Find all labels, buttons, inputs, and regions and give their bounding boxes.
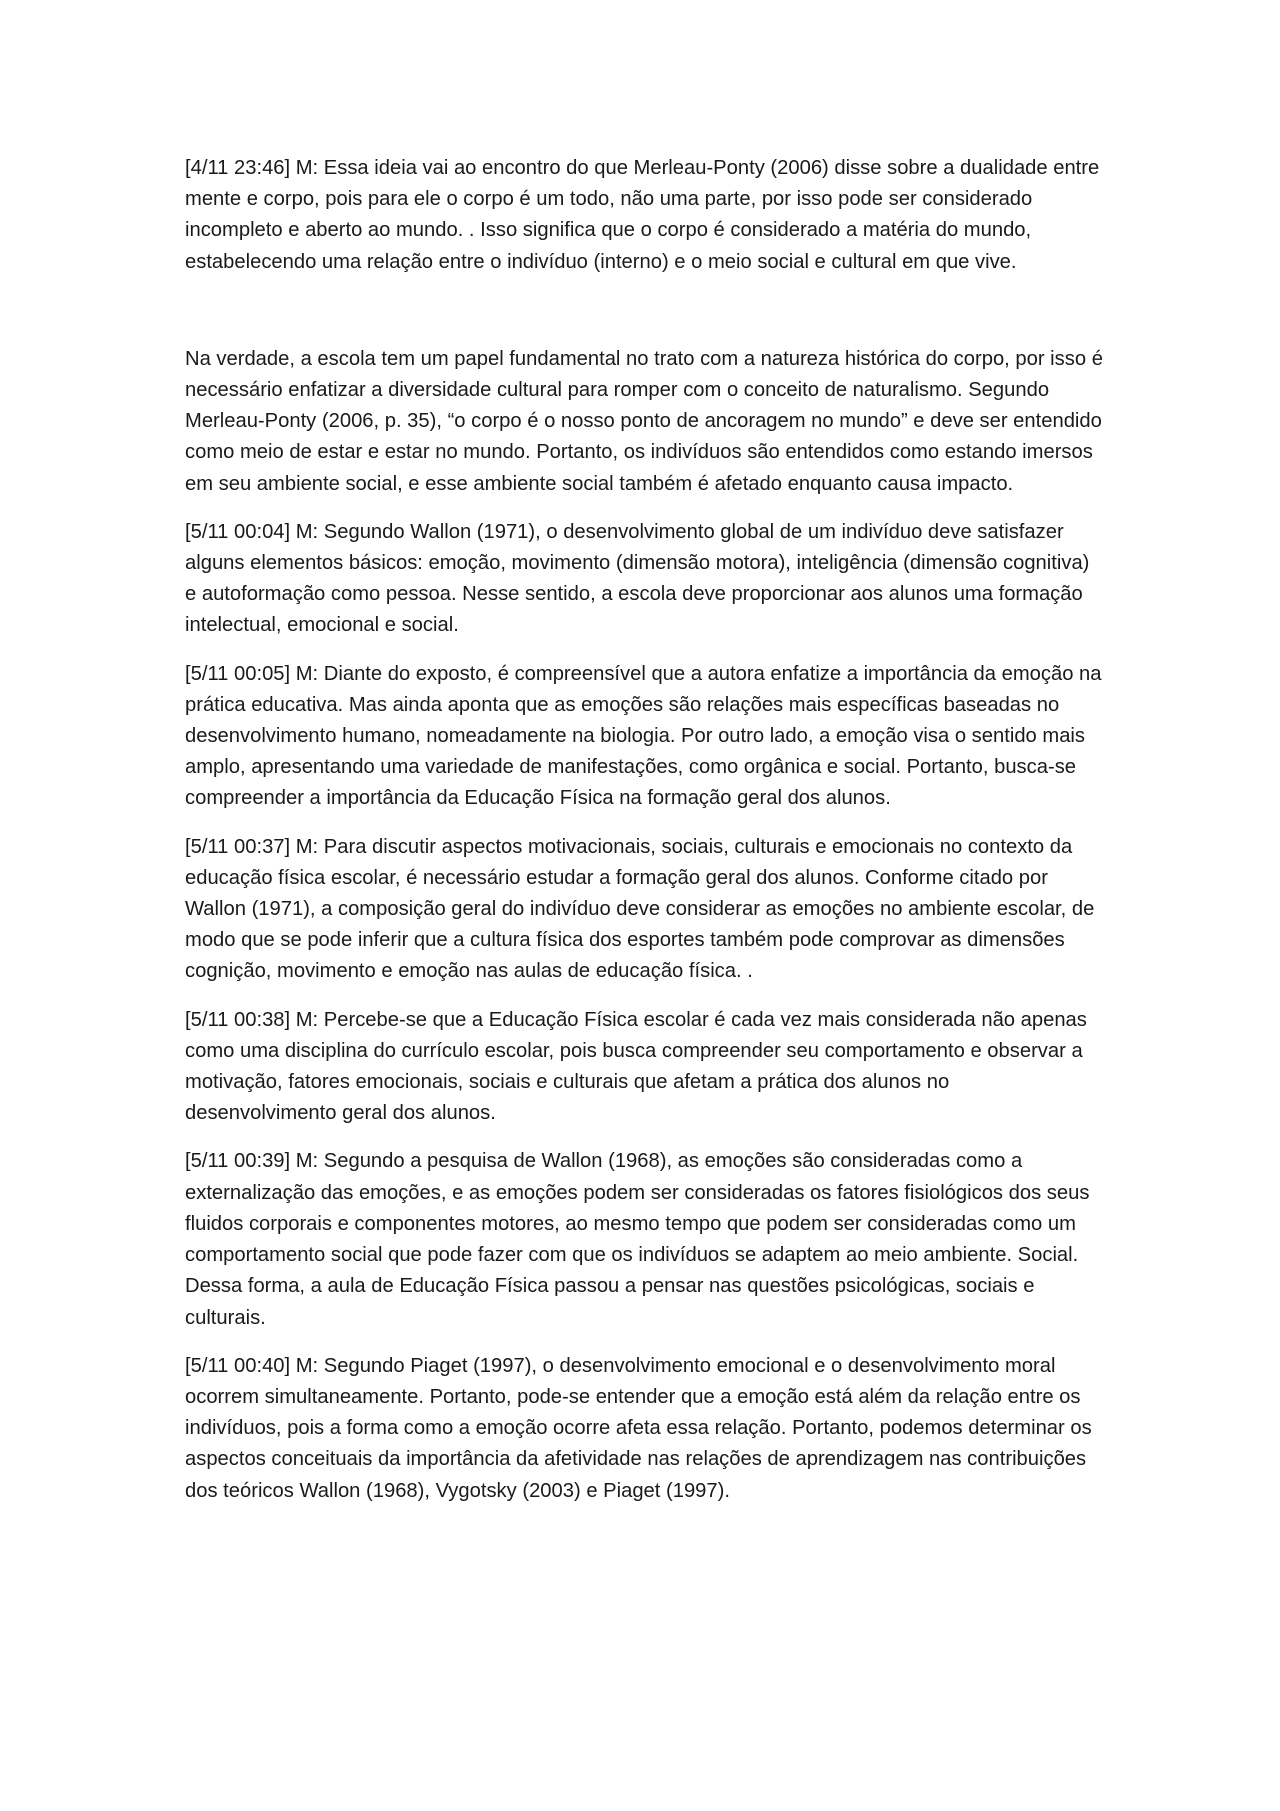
document-body — [185, 153, 1105, 1524]
paragraph-7: [5/11 00:39] M: Segundo a pesquisa de Wallon (1968), as emoções são consideradas como a externalização das emoções, e as emoções podem ser consideradas os fatores fisiológicos dos seus fluidos corporais e componentes motores, ao mesmo tempo que podem ser consideradas como um comportamento social que pode fazer com que os indivíduos se adaptem ao meio ambiente. Social. Dessa forma, a aula de Educação Física passou a pensar nas questões psicológicas, sociais e culturais. — [185, 1150, 1090, 1329]
paragraph-2: Na verdade, a escola tem um papel fundamental no trato com a natureza histórica do corpo, por isso é necessário enfatizar a diversidade cultural para romper com o conceito de naturalismo. Segundo Merleau-Ponty (2006, p. 35), “o corpo é o nosso ponto de ancoragem no mundo” e deve ser entendido como meio de estar e estar no mundo. Portanto, os indivíduos são entendidos como estando imersos em seu ambiente social, e esse ambiente social também é afetado enquanto causa impacto. — [185, 347, 1103, 495]
paragraph-6: [5/11 00:38] M: Percebe-se que a Educação Física escolar é cada vez mais considerada não apenas como uma disciplina do currículo escolar, pois busca compreender seu comportamento e observar a motivação, fatores emocionais, sociais e culturais que afetam a prática dos alunos no desenvolvimento geral dos alunos. — [185, 1008, 1087, 1125]
paragraph-5: [5/11 00:37] M: Para discutir aspectos motivacionais, sociais, culturais e emocionais no contexto da educação física escolar, é necessário estudar a formação geral dos alunos. Conforme citado por Wallon (1971), a composição geral do indivíduo deve considerar as emoções no ambiente escolar, de modo que se pode inferir que a cultura física dos esportes também pode comprovar as dimensões cognição, movimento e emoção nas aulas de educação física. . — [185, 835, 1095, 983]
paragraph-4: [5/11 00:05] M: Diante do exposto, é compreensível que a autora enfatize a importância da emoção na prática educativa. Mas ainda aponta que as emoções são relações mais específicas baseadas no desenvolvimento humano, nomeadamente na biologia. Por outro lado, a emoção visa o sentido mais amplo, apresentando uma variedade de manifestações, como orgânica e social. Portanto, busca-se compreender a importância da Educação Física na formação geral dos alunos. — [185, 662, 1102, 810]
paragraph-3: [5/11 00:04] M: Segundo Wallon (1971), o desenvolvimento global de um indivíduo deve satisfazer alguns elementos básicos: emoção, movimento (dimensão motora), inteligência (dimensão cognitiva) e autoformação como pessoa. Nesse sentido, a escola deve proporcionar aos alunos uma formação intelectual, emocional e social. — [185, 520, 1090, 637]
paragraph-8: [5/11 00:40] M: Segundo Piaget (1997), o desenvolvimento emocional e o desenvolvimento moral ocorrem simultaneamente. Portanto, pode-se entender que a emoção está além da relação entre os indivíduos, pois a forma como a emoção ocorre afeta essa relação. Portanto, podemos determinar os aspectos conceituais da importância da afetividade nas relações de aprendizagem nas contribuições dos teóricos Wallon (1968), Vygotsky (2003) e Piaget (1997). — [185, 1354, 1092, 1502]
paragraph-1: [4/11 23:46] M: Essa ideia vai ao encontro do que Merleau-Ponty (2006) disse sobre a dualidade entre mente e corpo, pois para ele o corpo é um todo, não uma parte, por isso pode ser considerado incompleto e aberto ao mundo. . Isso significa que o corpo é considerado a matéria do mundo, estabelecendo uma relação entre o indivíduo (interno) e o meio social e cultural em que vive. — [185, 157, 1100, 273]
